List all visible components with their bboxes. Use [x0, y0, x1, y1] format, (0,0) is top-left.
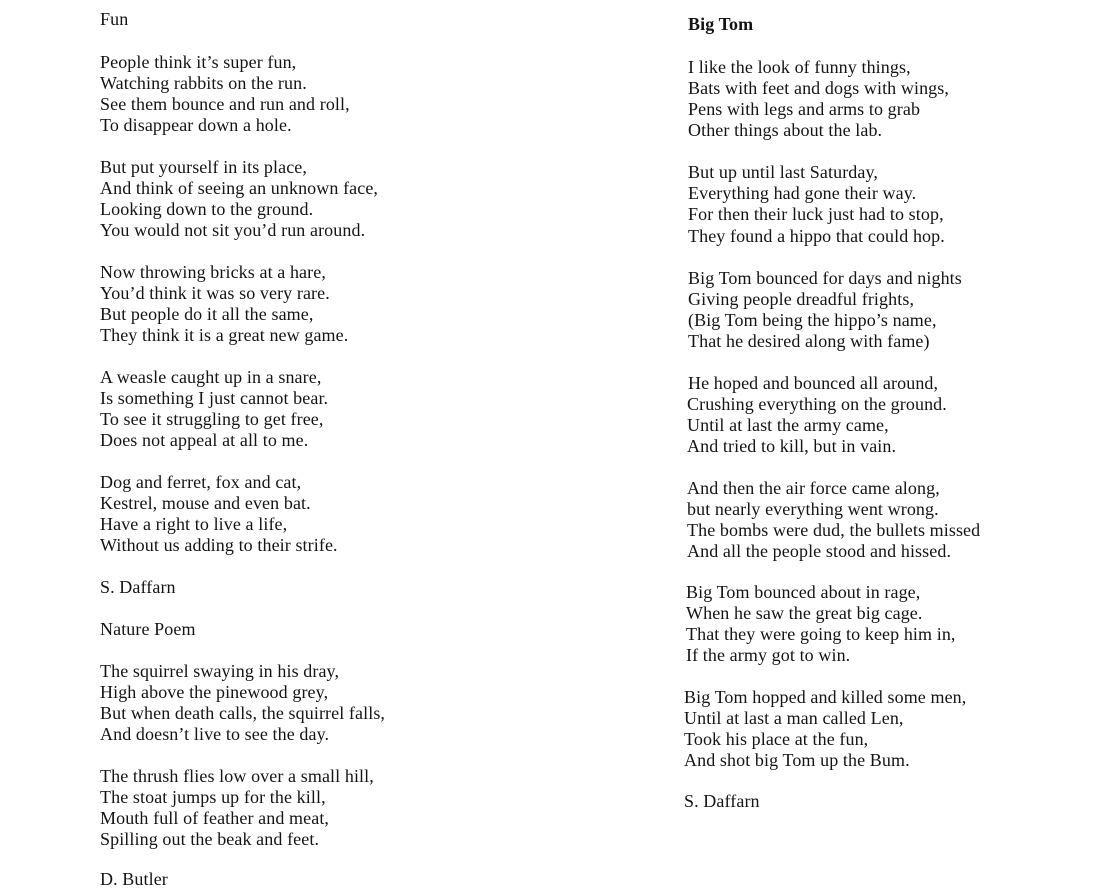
poem-line: And tried to kill, but in vain. — [687, 436, 897, 456]
poem-title: Nature Poem — [100, 619, 196, 639]
poem-line: To see it struggling to get free, — [100, 409, 324, 429]
poem-line: To disappear down a hole. — [100, 115, 292, 135]
poem-line: And think of seeing an unknown face, — [100, 178, 379, 198]
poem-line: Is something I just cannot bear. — [100, 388, 329, 408]
poem-line: Crushing everything on the ground. — [687, 394, 947, 414]
poem-author: D. Butler — [100, 869, 168, 889]
poem-line: When he saw the great big cage. — [686, 603, 923, 623]
poem-title: Fun — [100, 9, 129, 29]
poem-author: S. Daffarn — [684, 791, 760, 811]
poem-line: Big Tom hopped and killed some men, — [684, 687, 967, 707]
poem-title: Big Tom — [688, 14, 754, 34]
poem-line: He hoped and bounced all around, — [688, 373, 939, 393]
poem-line: Spilling out the beak and feet. — [100, 829, 320, 849]
poem-line: Pens with legs and arms to grab — [688, 99, 921, 119]
poem-line: Other things about the lab. — [688, 120, 883, 140]
poem-line: That they were going to keep him in, — [686, 624, 956, 644]
poem-line: Does not appeal at all to me. — [100, 430, 309, 450]
poem-line: Giving people dreadful frights, — [688, 289, 915, 309]
poem-line: And all the people stood and hissed. — [687, 541, 952, 561]
poem-line: Kestrel, mouse and even bat. — [100, 493, 311, 513]
poem-line: Looking down to the ground. — [100, 199, 314, 219]
poem-line: Bats with feet and dogs with wings, — [688, 78, 949, 98]
poem-line: Everything had gone their way. — [688, 183, 917, 203]
poem-line: The squirrel swaying in his dray, — [100, 661, 340, 681]
poem-line: Took his place at the fun, — [684, 729, 869, 749]
poem-line: High above the pinewood grey, — [100, 682, 329, 702]
poem-line: Until at last a man called Len, — [684, 708, 904, 728]
poem-line: The bombs were dud, the bullets missed — [687, 520, 981, 540]
poem-line: They found a hippo that could hop. — [688, 226, 945, 246]
poem-line: Now throwing bricks at a hare, — [100, 262, 326, 282]
poem-line: Have a right to live a life, — [100, 514, 288, 534]
poem-line: Dog and ferret, fox and cat, — [100, 472, 302, 492]
poem-line: But up until last Saturday, — [688, 162, 879, 182]
poem-line: Without us adding to their strife. — [100, 535, 338, 555]
poem-line: If the army got to win. — [686, 645, 851, 665]
poem-author: S. Daffarn — [100, 577, 176, 597]
poem-line: Big Tom bounced about in rage, — [686, 582, 921, 602]
poem-line: See them bounce and run and roll, — [100, 94, 350, 114]
poem-line: People think it’s super fun, — [100, 52, 297, 72]
poem-line: I like the look of funny things, — [688, 57, 911, 77]
poem-line: But people do it all the same, — [100, 304, 314, 324]
poem-line: Until at last the army came, — [687, 415, 889, 435]
poem-line: And shot big Tom up the Bum. — [684, 750, 910, 770]
poem-line: The thrush flies low over a small hill, — [100, 766, 374, 786]
poem-line: That he desired along with fame) — [688, 331, 930, 351]
poem-line: A weasle caught up in a snare, — [100, 367, 322, 387]
poem-line: They think it is a great new game. — [100, 325, 349, 345]
poem-line: The stoat jumps up for the kill, — [100, 787, 326, 807]
poem-line: Watching rabbits on the run. — [100, 73, 307, 93]
poem-line: Big Tom bounced for days and nights — [688, 268, 962, 288]
poem-line: (Big Tom being the hippo’s name, — [688, 310, 937, 330]
poem-line: But when death calls, the squirrel falls, — [100, 703, 386, 723]
poem-line: but nearly everything went wrong. — [687, 499, 939, 519]
poem-line: Mouth full of feather and meat, — [100, 808, 330, 828]
poem-line: You would not sit you’d run around. — [100, 220, 366, 240]
poem-line: For then their luck just had to stop, — [688, 204, 944, 224]
poem-line: But put yourself in its place, — [100, 157, 307, 177]
poem-line: You’d think it was so very rare. — [100, 283, 330, 303]
poem-line: And doesn’t live to see the day. — [100, 724, 330, 744]
poem-line: And then the air force came along, — [687, 478, 940, 498]
